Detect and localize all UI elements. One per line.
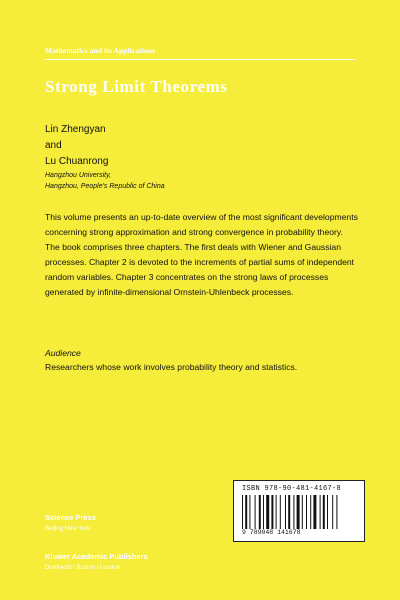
barcode-bar [245, 495, 247, 529]
description-paragraph-2: The book comprises three chapters. The first deals with Wiener and Gaussian processes. Chapter 2 is devoted to the increments of partial sums of independent random variables. Chapter 3 concentrates on the strong laws of processes generated by infinite-dimensional Ornstein-Uhlenbeck processes. [45, 242, 355, 297]
barcode-bar [313, 495, 316, 529]
author-conjunction: and [45, 140, 62, 151]
description-paragraph-1: This volume presents an up-to-date overview of the most significant developments concerning strong approximation and strong convergence in probability theory. [45, 212, 358, 237]
barcode-bar [271, 495, 273, 529]
barcode-bar [259, 495, 261, 529]
affiliation-line-1: Hangzhou University, [45, 172, 112, 179]
publisher-1-place: Beijing New York [45, 526, 91, 532]
barcode-bars [240, 495, 358, 529]
publisher-2-name: Kluwer Academic Publishers [45, 552, 148, 561]
barcode-bar [302, 495, 303, 529]
series-name: Mathematics and its Applications [45, 46, 156, 55]
barcode-bar [276, 495, 277, 529]
barcode-bar [297, 495, 300, 529]
barcode-number: 9 789048 141678 [242, 529, 301, 536]
description [45, 210, 363, 300]
barcode-bar [242, 495, 243, 529]
barcode-bar [285, 495, 286, 529]
audience-text: Researchers whose work involves probability theory and statistics. [45, 362, 298, 372]
barcode-bar [306, 495, 307, 529]
author-2: Lu Chuanrong [45, 156, 109, 167]
barcode-bar [327, 495, 328, 529]
publisher-1-name: Science Press [45, 513, 96, 522]
book-title: Strong Limit Theorems [45, 77, 228, 96]
audience-heading: Audience [45, 348, 81, 358]
author-1: Lin Zhengyan [45, 124, 106, 135]
barcode-bar [336, 495, 337, 529]
barcode-bar [323, 495, 325, 529]
barcode-bar [293, 495, 294, 529]
barcode-bar [332, 495, 333, 529]
isbn-text: ISBN 978-90-481-4167-8 [242, 485, 342, 493]
barcode-bar [280, 495, 281, 529]
barcode-bar [255, 495, 256, 529]
barcode-bar [288, 495, 290, 529]
barcode-bar [249, 495, 250, 529]
barcode-bar [320, 495, 321, 529]
barcode-bar [310, 495, 311, 529]
barcode-label [233, 480, 365, 542]
publisher-2-place: Dordrecht / Boston / London [45, 565, 121, 571]
series-rule [45, 59, 355, 60]
affiliation-line-2: Hangzhou, People's Republic of China [45, 183, 165, 190]
barcode-bar [263, 495, 264, 529]
barcode-bar [266, 495, 269, 529]
